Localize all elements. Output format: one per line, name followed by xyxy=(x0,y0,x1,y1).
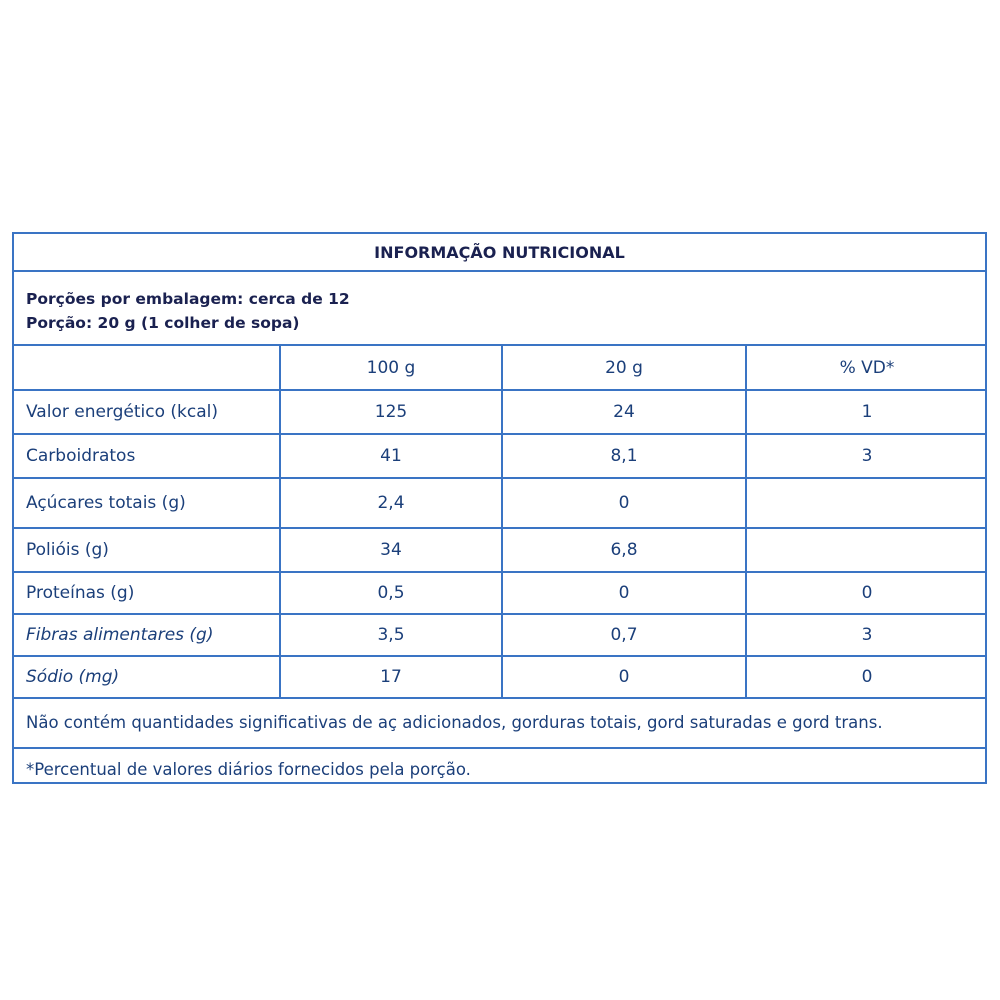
not-significant-note: Não contém quantidades significativas de aç adicionados, gorduras totais, gord saturadas e gord trans. xyxy=(14,699,985,749)
nutrient-label: Açúcares totais (g) xyxy=(14,478,280,528)
value-dv: 3 xyxy=(746,434,987,478)
value-dv: 1 xyxy=(746,390,987,434)
value-serving: 6,8 xyxy=(502,528,746,572)
column-header-100g: 100 g xyxy=(280,346,502,390)
value-serving: 0 xyxy=(502,478,746,528)
column-header-nutrient xyxy=(14,346,280,390)
column-header-dv: % VD* xyxy=(746,346,987,390)
value-serving: 0 xyxy=(502,656,746,698)
nutrient-label: Carboidratos xyxy=(14,434,280,478)
value-serving: 0 xyxy=(502,572,746,614)
value-100g: 34 xyxy=(280,528,502,572)
value-dv xyxy=(746,528,987,572)
value-serving: 8,1 xyxy=(502,434,746,478)
servings-per-package: Porções por embalagem: cerca de 12 xyxy=(26,290,350,308)
value-100g: 3,5 xyxy=(280,614,502,656)
column-header-serving: 20 g xyxy=(502,346,746,390)
value-dv: 3 xyxy=(746,614,987,656)
serving-size: Porção: 20 g (1 colher de sopa) xyxy=(26,314,300,332)
value-serving: 24 xyxy=(502,390,746,434)
value-100g: 0,5 xyxy=(280,572,502,614)
table-row xyxy=(14,434,987,478)
table-title: INFORMAÇÃO NUTRICIONAL xyxy=(14,234,985,272)
value-100g: 125 xyxy=(280,390,502,434)
header-row xyxy=(14,346,987,390)
nutrient-label: Proteínas (g) xyxy=(14,572,280,614)
table-row xyxy=(14,528,987,572)
nutrient-label: Sódio (mg) xyxy=(14,656,280,698)
serving-info xyxy=(14,272,985,346)
daily-value-footnote: *Percentual de valores diários fornecidos pela porção. xyxy=(26,760,471,779)
nutrient-label: Polióis (g) xyxy=(14,528,280,572)
value-100g: 2,4 xyxy=(280,478,502,528)
nutrient-label: Valor energético (kcal) xyxy=(14,390,280,434)
value-100g: 17 xyxy=(280,656,502,698)
value-dv: 0 xyxy=(746,572,987,614)
nutrient-grid xyxy=(14,346,987,699)
value-serving: 0,7 xyxy=(502,614,746,656)
value-dv xyxy=(746,478,987,528)
table-row xyxy=(14,478,987,528)
value-100g: 41 xyxy=(280,434,502,478)
value-dv: 0 xyxy=(746,656,987,698)
table-row xyxy=(14,656,987,698)
nutrient-label: Fibras alimentares (g) xyxy=(14,614,280,656)
table-row xyxy=(14,390,987,434)
nutrition-facts-table xyxy=(12,232,987,784)
table-row xyxy=(14,614,987,656)
table-row xyxy=(14,572,987,614)
